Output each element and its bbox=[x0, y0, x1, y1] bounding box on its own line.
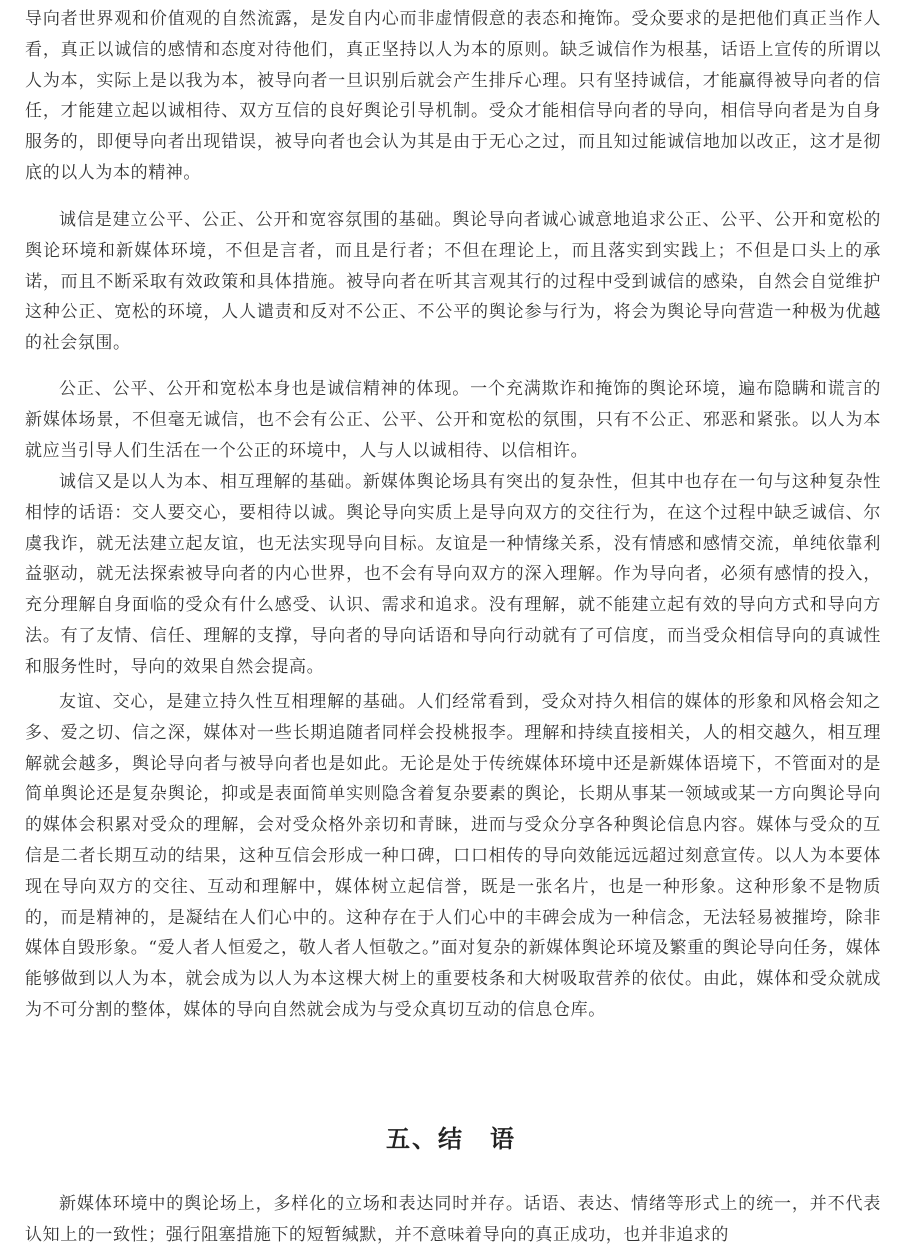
paragraph-friendship-trust: 友谊、交心，是建立持久性互相理解的基础。人们经常看到，受众对持久相信的媒体的形象和风格会知之多、爱之切、信之深，媒体对一些长期追随者同样会投桃报李。理解和持续直接相关，人的相交越久，相互理解就会越多，舆论导向者与被导向者也是如此。无论是处于传统媒体环境中还是新媒体语境下，不管面对的是简单舆论还是复杂舆论，抑或是表面简单实则隐含着复杂要素的舆论，长期从事某一领域或某一方向舆论导向的媒体会积累对受众的理解，会对受众格外亲切和青睐，进而与受众分享各种舆论信息内容。媒体与受众的互信是二者长期互动的结果，这种互信会形成一种口碑，口口相传的导向效能远远超过刻意宣传。以人为本要体现在导向双方的交往、互动和理解中，媒体树立起信誉，既是一张名片，也是一种形象。这种形象不是物质的，而是精神的，是凝结在人们心中的。这种存在于人们心中的丰碑会成为一种信念，无法轻易被摧垮，除非媒体自毁形象。“爱人者人恒爱之，敬人者人恒敬之。”面对复杂的新媒体舆论环境及繁重的舆论导向任务，媒体能够做到以人为本，就会成为以人为本这棵大树上的重要枝条和大树吸取营养的依仗。由此，媒体和受众就成为不可分割的整体，媒体的导向自然就会成为与受众真切互动的信息仓库。 bbox=[25, 692, 881, 1020]
paragraph-sincerity-fairness: 诚信是建立公平、公正、公开和宽容氛围的基础。舆论导向者诚心诚意地追求公正、公平、公开和宽松的舆论环境和新媒体环境，不但是言者，而且是行者；不但在理论上，而且落实到实践上；不但是口头上的承诺，而且不断采取有效政策和具体措施。被导向者在听其言观其行的过程中受到诚信的感染，自然会自觉维护这种公正、宽松的环境，人人谴责和反对不公正、不公平的舆论参与行为，将会为舆论导向营造一种极为优越的社会氛围。 bbox=[25, 210, 881, 354]
paragraph-mutual-understanding: 诚信又是以人为本、相互理解的基础。新媒体舆论场具有突出的复杂性，但其中也存在一句与这种复杂性相悖的话语：交人要交心，要相待以诚。舆论导向实质上是导向双方的交往行为，在这个过程中缺乏诚信、尔虞我诈，就无法建立起友谊，也无法实现导向目标。友谊是一种情缘关系，没有情感和感情交流，单纯依靠利益驱动，就无法探索被导向者的内心世界，也不会有导向双方的深入理解。作为导向者，必须有感情的投入，充分理解自身面临的受众有什么感受、认识、需求和追求。没有理解，就不能建立起有效的导向方式和导向方法。有了友情、信任、理解的支撑，导向者的导向话语和导向行动就有了可信度，而当受众相信导向的真诚性和服务性时，导向的效果自然会提高。 bbox=[25, 472, 881, 677]
paragraph-fairness-openness: 公正、公平、公开和宽松本身也是诚信精神的体现。一个充满欺诈和掩饰的舆论环境，遍布隐瞒和谎言的新媒体场景，不但毫无诚信，也不会有公正、公平、公开和宽松的氛围，只有不公正、邪恶和紧张。以人为本就应当引导人们生活在一个公正的环境中，人与人以诚相待、以信相许。 bbox=[25, 379, 881, 461]
paragraph-continued-sincerity: 导向者世界观和价值观的自然流露，是发自内心而非虚情假意的表态和掩饰。受众要求的是把他们真正当作人看，真正以诚信的感情和态度对待他们，真正坚持以人为本的原则。缺乏诚信作为根基，话语上宣传的所谓以人为本，实际上是以我为本，被导向者一旦识别后就会产生排斥心理。只有坚持诚信，才能赢得被导向者的信任，才能建立起以诚相待、双方互信的良好舆论引导机制。受众才能相信导向者的导向，相信导向者是为自身服务的，即便导向者出现错误，被导向者也会认为其是由于无心之过，而且知过能诚信地加以改正，这才是彻底的以人为本的精神。 bbox=[25, 9, 881, 183]
section-heading-conclusion: 五、结 语 bbox=[386, 1124, 516, 1153]
paragraph-conclusion: 新媒体环境中的舆论场上，多样化的立场和表达同时并存。话语、表达、情绪等形式上的统一，并不代表认知上的一致性；强行阻塞措施下的短暂缄默，并不意味着导向的真正成功，也并非追求的 bbox=[25, 1194, 881, 1245]
